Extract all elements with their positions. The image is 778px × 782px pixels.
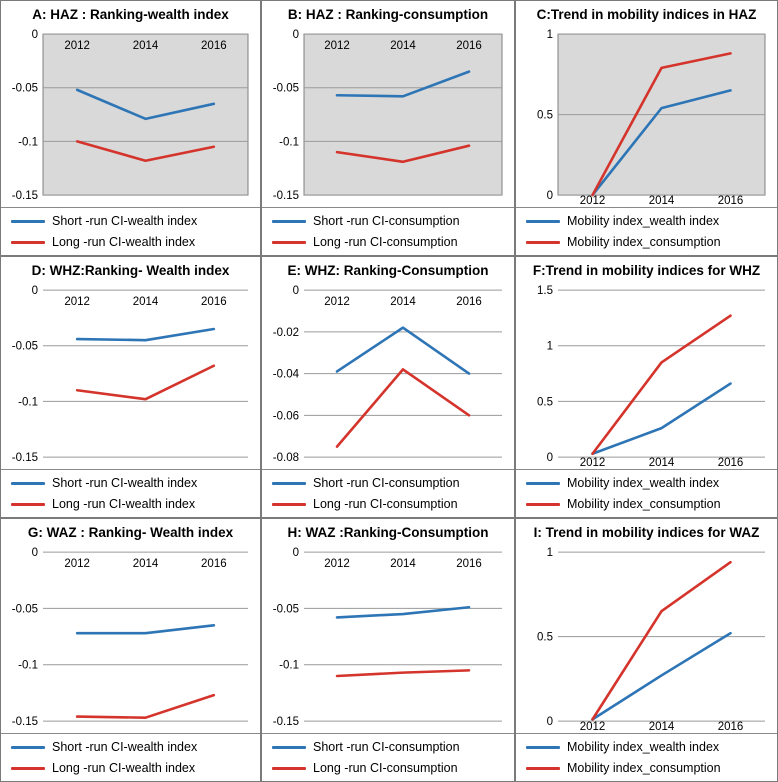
legend-swatch-red	[526, 241, 560, 244]
panel-d-title: D: WHZ:Ranking- Wealth index	[31, 263, 230, 278]
svg-text:0: 0	[546, 189, 553, 202]
legend-label: Short -run CI-consumption	[313, 740, 460, 754]
panel-a	[0, 0, 261, 256]
svg-text:-0.1: -0.1	[18, 659, 38, 672]
legend-swatch-blue	[11, 746, 45, 749]
panel-c	[515, 0, 778, 256]
panel-e-legend	[262, 469, 514, 517]
legend-item	[11, 497, 260, 511]
legend-swatch-blue	[526, 746, 560, 749]
panel-i-title: I: Trend in mobility indices for WAZ	[533, 525, 760, 540]
panel-g-svg	[1, 544, 260, 733]
legend-swatch-blue	[11, 482, 45, 485]
svg-text:-0.15: -0.15	[11, 451, 38, 464]
panel-g-title: G: WAZ : Ranking- Wealth index	[27, 525, 234, 540]
panel-b-svg	[262, 26, 514, 207]
panel-g	[0, 518, 261, 782]
svg-text:-0.05: -0.05	[11, 340, 38, 353]
legend-label: Mobility index_consumption	[567, 235, 721, 249]
legend-swatch-red	[272, 767, 306, 770]
panel-f-title: F:Trend in mobility indices for WHZ	[532, 263, 761, 278]
svg-text:2016: 2016	[456, 39, 482, 52]
legend-item	[272, 497, 514, 511]
svg-text:0: 0	[31, 546, 38, 559]
panel-i-svg	[516, 544, 777, 733]
legend-item	[11, 214, 260, 228]
legend-swatch-blue	[272, 482, 306, 485]
legend-label: Short -run CI-wealth index	[52, 214, 198, 228]
legend-item	[11, 235, 260, 249]
panel-a-plot	[1, 26, 260, 207]
svg-text:-0.15: -0.15	[272, 715, 299, 728]
legend-item	[11, 740, 260, 754]
legend-label: Mobility index_wealth index	[567, 476, 720, 490]
svg-text:1.5: 1.5	[537, 284, 553, 297]
panel-e	[261, 256, 515, 518]
panel-e-svg	[262, 282, 514, 469]
panel-h-title: H: WAZ :Ranking-Consumption	[287, 525, 489, 540]
svg-text:1: 1	[546, 340, 553, 353]
panel-i-plot	[516, 544, 777, 733]
panel-g-plot	[1, 544, 260, 733]
panel-c-legend	[516, 207, 777, 255]
legend-item	[272, 235, 514, 249]
legend-swatch-red	[272, 503, 306, 506]
legend-swatch-blue	[272, 220, 306, 223]
legend-swatch-blue	[526, 220, 560, 223]
svg-text:-0.08: -0.08	[272, 451, 299, 464]
svg-text:2016: 2016	[456, 295, 482, 308]
svg-text:2012: 2012	[64, 295, 90, 308]
legend-label: Mobility index_wealth index	[567, 740, 720, 754]
legend-label: Short -run CI-wealth index	[52, 476, 198, 490]
legend-swatch-blue	[272, 746, 306, 749]
panel-d-svg	[1, 282, 260, 469]
panel-b	[261, 0, 515, 256]
panel-f	[515, 256, 778, 518]
svg-text:-0.1: -0.1	[279, 136, 299, 149]
svg-text:-0.05: -0.05	[272, 603, 299, 616]
svg-text:0.5: 0.5	[537, 396, 553, 409]
panel-c-svg	[516, 26, 777, 207]
svg-text:2016: 2016	[201, 39, 227, 52]
svg-text:-0.15: -0.15	[272, 189, 299, 202]
legend-swatch-blue	[11, 220, 45, 223]
panel-c-title: C:Trend in mobility indices in HAZ	[536, 7, 757, 22]
svg-text:2014: 2014	[132, 557, 159, 570]
svg-text:0: 0	[546, 451, 553, 464]
legend-item	[526, 214, 777, 228]
panel-d-legend	[1, 469, 260, 517]
legend-item	[526, 740, 777, 754]
svg-text:0: 0	[292, 28, 299, 41]
svg-text:-0.05: -0.05	[272, 82, 299, 95]
legend-label: Short -run CI-wealth index	[52, 740, 198, 754]
svg-text:2016: 2016	[201, 295, 227, 308]
svg-text:-0.02: -0.02	[272, 326, 299, 339]
svg-text:-0.1: -0.1	[279, 659, 299, 672]
legend-item	[11, 761, 260, 775]
svg-text:0: 0	[546, 715, 553, 728]
svg-text:1: 1	[546, 28, 553, 41]
legend-item	[526, 235, 777, 249]
svg-text:0: 0	[31, 284, 38, 297]
panel-b-legend	[262, 207, 514, 255]
svg-text:-0.15: -0.15	[11, 715, 38, 728]
legend-label: Mobility index_consumption	[567, 497, 721, 511]
svg-text:-0.1: -0.1	[18, 136, 38, 149]
svg-text:2012: 2012	[324, 295, 350, 308]
svg-text:2012: 2012	[579, 194, 606, 207]
svg-text:2014: 2014	[390, 295, 416, 308]
svg-text:2012: 2012	[64, 557, 90, 570]
svg-text:2016: 2016	[201, 557, 227, 570]
svg-text:2016: 2016	[717, 720, 744, 733]
legend-item	[272, 476, 514, 490]
svg-text:2012: 2012	[579, 720, 606, 733]
panel-i	[515, 518, 778, 782]
panel-b-plot	[262, 26, 514, 207]
legend-item	[526, 476, 777, 490]
svg-text:2014: 2014	[132, 295, 159, 308]
svg-text:2012: 2012	[324, 557, 350, 570]
svg-text:2016: 2016	[717, 194, 744, 207]
svg-text:0: 0	[292, 284, 299, 297]
panel-g-legend	[1, 733, 260, 781]
legend-swatch-blue	[526, 482, 560, 485]
panel-d-plot	[1, 282, 260, 469]
panel-a-legend	[1, 207, 260, 255]
legend-label: Long -run CI-wealth index	[52, 497, 196, 511]
panel-f-legend	[516, 469, 777, 517]
panel-b-title: B: HAZ : Ranking-consumption	[287, 7, 489, 22]
svg-text:2014: 2014	[648, 456, 675, 469]
panel-h-legend	[262, 733, 514, 781]
svg-text:-0.05: -0.05	[11, 82, 38, 95]
legend-swatch-red	[272, 241, 306, 244]
panel-e-plot	[262, 282, 514, 469]
legend-label: Long -run CI-consumption	[313, 497, 458, 511]
svg-text:2014: 2014	[390, 557, 416, 570]
panel-d	[0, 256, 261, 518]
svg-text:-0.04: -0.04	[272, 368, 299, 381]
svg-text:2012: 2012	[64, 39, 90, 52]
panel-e-title: E: WHZ: Ranking-Consumption	[287, 263, 489, 278]
panel-c-plot	[516, 26, 777, 207]
legend-swatch-red	[11, 241, 45, 244]
legend-swatch-red	[11, 503, 45, 506]
legend-label: Long -run CI-consumption	[313, 235, 458, 249]
svg-text:-0.05: -0.05	[11, 603, 38, 616]
svg-text:2014: 2014	[390, 39, 416, 52]
legend-label: Long -run CI-wealth index	[52, 235, 196, 249]
legend-label: Mobility index_wealth index	[567, 214, 720, 228]
legend-item	[272, 740, 514, 754]
svg-text:0.5: 0.5	[537, 631, 553, 644]
svg-text:2014: 2014	[648, 194, 675, 207]
legend-label: Mobility index_consumption	[567, 761, 721, 775]
legend-swatch-red	[526, 503, 560, 506]
svg-text:2012: 2012	[324, 39, 350, 52]
svg-text:2012: 2012	[579, 456, 606, 469]
panel-h	[261, 518, 515, 782]
panel-h-plot	[262, 544, 514, 733]
legend-label: Long -run CI-consumption	[313, 761, 458, 775]
svg-text:-0.1: -0.1	[18, 396, 38, 409]
svg-text:-0.15: -0.15	[11, 189, 38, 202]
legend-item	[272, 761, 514, 775]
legend-label: Long -run CI-wealth index	[52, 761, 196, 775]
legend-item	[11, 476, 260, 490]
svg-text:0: 0	[31, 28, 38, 41]
svg-text:2016: 2016	[717, 456, 744, 469]
legend-label: Short -run CI-consumption	[313, 214, 460, 228]
panel-f-plot	[516, 282, 777, 469]
panel-h-svg	[262, 544, 514, 733]
panel-a-svg	[1, 26, 260, 207]
panel-f-svg	[516, 282, 777, 469]
legend-item	[526, 761, 777, 775]
svg-text:2016: 2016	[456, 557, 482, 570]
legend-item	[272, 214, 514, 228]
svg-text:-0.06: -0.06	[272, 410, 299, 423]
legend-item	[526, 497, 777, 511]
legend-label: Short -run CI-consumption	[313, 476, 460, 490]
svg-text:1: 1	[546, 546, 553, 559]
svg-text:2014: 2014	[132, 39, 159, 52]
panel-i-legend	[516, 733, 777, 781]
legend-swatch-red	[11, 767, 45, 770]
svg-text:2014: 2014	[648, 720, 675, 733]
svg-text:0.5: 0.5	[537, 109, 553, 122]
svg-text:0: 0	[292, 546, 299, 559]
panel-a-title: A: HAZ : Ranking-wealth index	[32, 7, 229, 22]
legend-swatch-red	[526, 767, 560, 770]
